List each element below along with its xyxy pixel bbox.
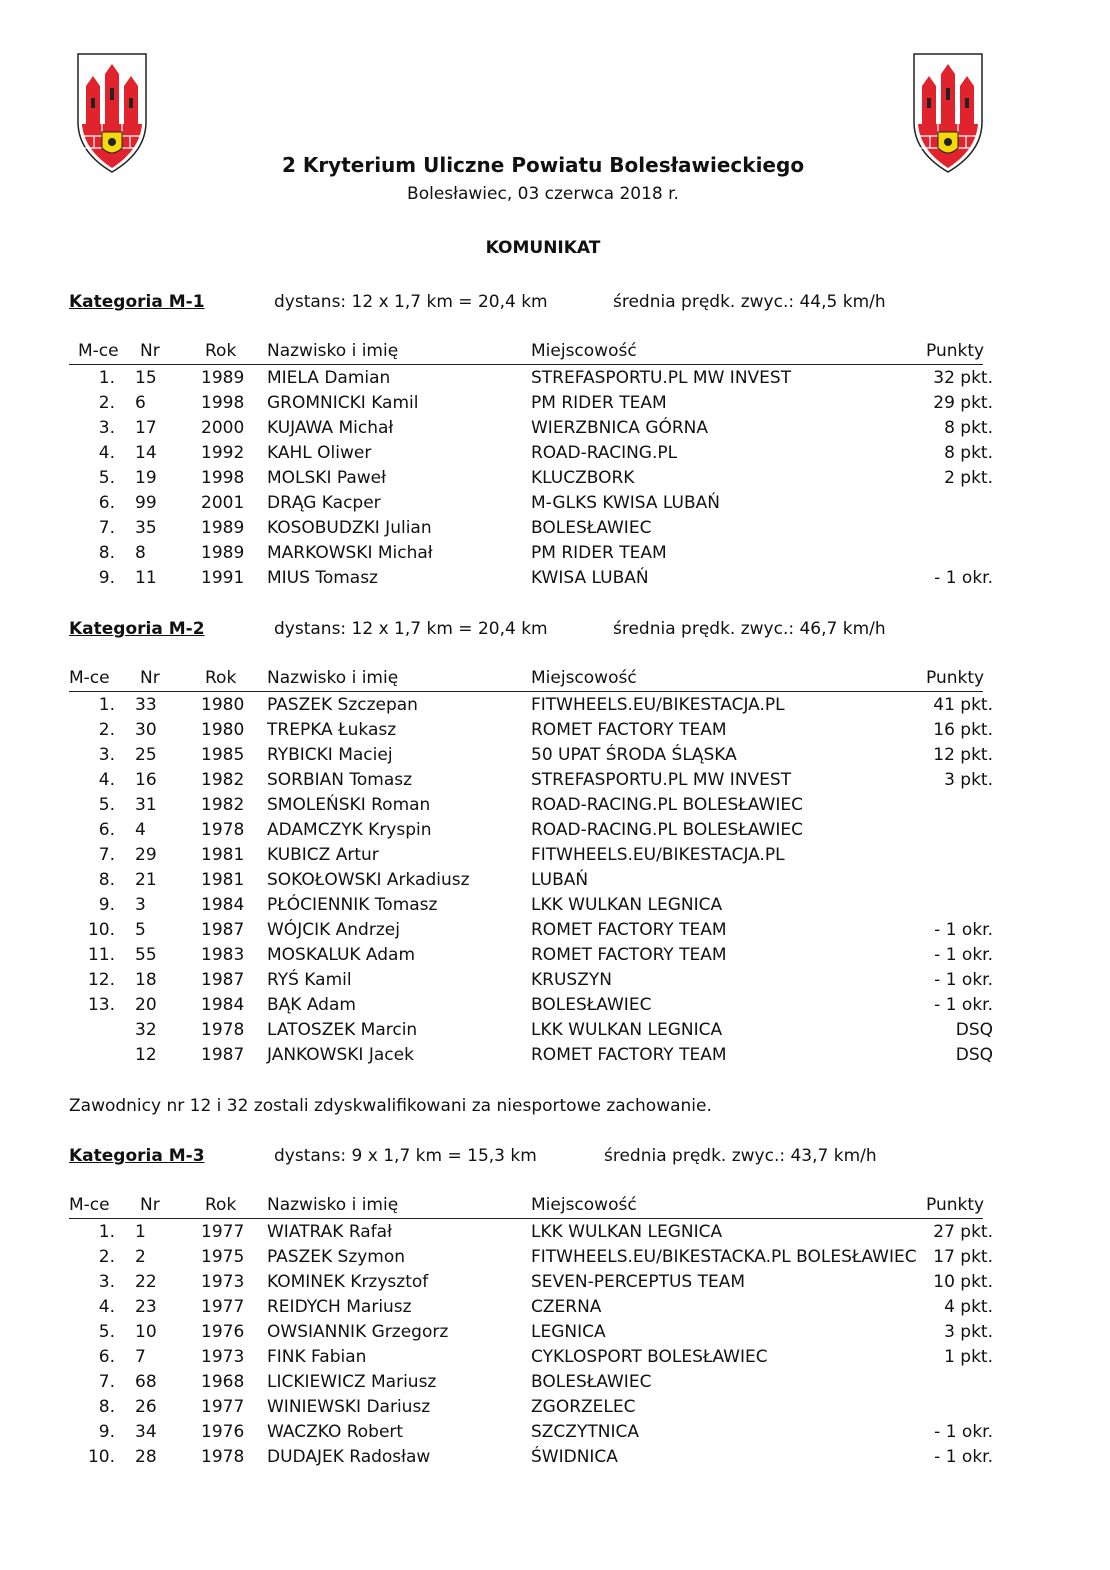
cell-rok: 1985 [201,745,245,765]
header-points: Punkty [926,1195,985,1215]
table-row [69,693,1029,718]
header-points: Punkty [926,341,985,361]
cell-nr: 14 [135,443,157,463]
category-winner-speed: średnia prędk. zwyc.: 43,7 km/h [604,1146,877,1166]
cell-points: 29 pkt. [933,393,993,413]
cell-rok: 1987 [201,920,245,940]
cell-name: MOLSKI Paweł [267,468,386,488]
cell-club: ROAD-RACING.PL BOLESŁAWIEC [531,795,803,815]
header-rok: Rok [205,668,237,688]
header-club: Miejscowość [531,341,637,361]
table-row [69,843,1029,868]
table-row [69,1018,1029,1043]
header-club: Miejscowość [531,1195,637,1215]
cell-name: TREPKA Łukasz [267,720,397,740]
table-row [69,1445,1029,1470]
cell-club: CZERNA [531,1297,602,1317]
document-subtitle: Bolesławiec, 03 czerwca 2018 r. [407,184,679,204]
cell-name: DUDAJEK Radosław [267,1447,431,1467]
header-place: M-ce [69,668,110,688]
cell-place: 9. [98,1422,115,1442]
cell-club: 50 UPAT ŚRODA ŚLĄSKA [531,745,737,765]
cell-place: 1. [98,368,115,388]
category-header [69,619,1029,643]
cell-club: ROAD-RACING.PL BOLESŁAWIEC [531,820,803,840]
header-name: Nazwisko i imię [267,1195,399,1215]
cell-nr: 17 [135,418,157,438]
cell-name: KOSOBUDZKI Julian [267,518,432,538]
cell-name: WACZKO Robert [267,1422,404,1442]
cell-name: MIELA Damian [267,368,391,388]
header-name: Nazwisko i imię [267,341,399,361]
table-row [69,968,1029,993]
cell-rok: 1976 [201,1322,245,1342]
cell-club: ŚWIDNICA [531,1447,618,1467]
cell-rok: 1977 [201,1222,245,1242]
cell-nr: 25 [135,745,157,765]
cell-rok: 1978 [201,1447,245,1467]
category-distance: dystans: 12 x 1,7 km = 20,4 km [274,292,548,312]
cell-rok: 1987 [201,970,245,990]
cell-name: FINK Fabian [267,1347,367,1367]
cell-name: SOKOŁOWSKI Arkadiusz [267,870,470,890]
cell-nr: 2 [135,1247,146,1267]
cell-rok: 1991 [201,568,245,588]
cell-rok: 1998 [201,468,245,488]
cell-club: KLUCZBORK [531,468,635,488]
table-row [69,466,1029,491]
cell-nr: 32 [135,1020,157,1040]
cell-nr: 33 [135,695,157,715]
category-distance: dystans: 12 x 1,7 km = 20,4 km [274,619,548,639]
cell-place: 5. [98,468,115,488]
cell-nr: 3 [135,895,146,915]
table-row [69,1345,1029,1370]
cell-rok: 1992 [201,443,245,463]
cell-name: KUJAWA Michał [267,418,394,438]
cell-club: KWISA LUBAŃ [531,568,649,588]
table-row [69,1245,1029,1270]
header-place: M-ce [78,341,119,361]
category-winner-speed: średnia prędk. zwyc.: 44,5 km/h [613,292,886,312]
cell-name: PASZEK Szymon [267,1247,406,1267]
cell-points: 12 pkt. [933,745,993,765]
category-header [69,1146,1029,1170]
cell-rok: 1981 [201,870,245,890]
cell-place: 11. [87,945,115,965]
cell-points: 1 pkt. [944,1347,993,1367]
table-row [69,1220,1029,1245]
cell-points: 17 pkt. [933,1247,993,1267]
header-rok: Rok [205,1195,237,1215]
cell-club: LKK WULKAN LEGNICA [531,895,723,915]
cell-rok: 1973 [201,1347,245,1367]
cell-rok: 1984 [201,895,245,915]
cell-club: BOLESŁAWIEC [531,1372,652,1392]
cell-name: PASZEK Szczepan [267,695,418,715]
cell-nr: 55 [135,945,157,965]
table-row [69,566,1029,591]
table-row [69,943,1029,968]
cell-club: ROMET FACTORY TEAM [531,720,727,740]
cell-rok: 1981 [201,845,245,865]
cell-rok: 1980 [201,720,245,740]
cell-place: 8. [98,1397,115,1417]
table-row [69,1270,1029,1295]
cell-points: 10 pkt. [933,1272,993,1292]
cell-name: LICKIEWICZ Mariusz [267,1372,437,1392]
category-section [69,619,1029,1068]
cell-points: 2 pkt. [944,468,993,488]
cell-place: 1. [98,695,115,715]
cell-place: 10. [87,920,115,940]
table-row [69,893,1029,918]
cell-points: DSQ [955,1020,993,1040]
cell-points: 16 pkt. [933,720,993,740]
cell-club: PM RIDER TEAM [531,393,667,413]
cell-nr: 8 [135,543,146,563]
header-club: Miejscowość [531,668,637,688]
cell-nr: 11 [135,568,157,588]
cell-name: KUBICZ Artur [267,845,379,865]
cell-points: - 1 okr. [934,945,993,965]
table-row [69,718,1029,743]
cell-nr: 30 [135,720,157,740]
cell-place: 4. [98,1297,115,1317]
cell-name: JANKOWSKI Jacek [267,1045,414,1065]
cell-name: KOMINEK Krzysztof [267,1272,429,1292]
cell-points: 8 pkt. [944,443,993,463]
table-row [69,1043,1029,1068]
cell-club: LKK WULKAN LEGNICA [531,1020,723,1040]
header-name: Nazwisko i imię [267,668,399,688]
cell-nr: 7 [135,1347,146,1367]
disqualification-note: Zawodnicy nr 12 i 32 zostali zdyskwalifikowani za niesportowe zachowanie. [69,1096,712,1116]
table-header [69,668,1029,693]
cell-nr: 35 [135,518,157,538]
table-row [69,391,1029,416]
header-nr: Nr [140,668,160,688]
table-row [69,918,1029,943]
category-distance: dystans: 9 x 1,7 km = 15,3 km [274,1146,537,1166]
cell-place: 2. [98,1247,115,1267]
cell-nr: 23 [135,1297,157,1317]
cell-rok: 2001 [201,493,245,513]
cell-nr: 20 [135,995,157,1015]
cell-name: PŁÓCIENNIK Tomasz [267,895,438,915]
cell-points: - 1 okr. [934,970,993,990]
cell-name: KAHL Oliwer [267,443,372,463]
cell-club: KRUSZYN [531,970,612,990]
cell-club: LKK WULKAN LEGNICA [531,1222,723,1242]
cell-rok: 1989 [201,543,245,563]
cell-points: - 1 okr. [934,568,993,588]
table-header [69,1195,1029,1220]
cell-rok: 1989 [201,518,245,538]
cell-points: 4 pkt. [944,1297,993,1317]
cell-club: LEGNICA [531,1322,606,1342]
header-nr: Nr [140,341,160,361]
cell-rok: 2000 [201,418,245,438]
cell-points: DSQ [955,1045,993,1065]
header-nr: Nr [140,1195,160,1215]
cell-club: ROMET FACTORY TEAM [531,920,727,940]
cell-points: 8 pkt. [944,418,993,438]
table-row [69,1370,1029,1395]
cell-club: PM RIDER TEAM [531,543,667,563]
cell-name: WÓJCIK Andrzej [267,920,400,940]
header-rok: Rok [205,341,237,361]
cell-place: 3. [98,1272,115,1292]
cell-points: - 1 okr. [934,1422,993,1442]
cell-place: 2. [98,720,115,740]
cell-name: REIDYCH Mariusz [267,1297,412,1317]
cell-nr: 15 [135,368,157,388]
cell-name: RYBICKI Maciej [267,745,393,765]
document-title: 2 Kryterium Uliczne Powiatu Bolesławieckiego [281,153,805,177]
category-header [69,292,1029,316]
cell-nr: 21 [135,870,157,890]
table-row [69,541,1029,566]
category-name: Kategoria M-1 [69,292,205,312]
table-row [69,416,1029,441]
category-name: Kategoria M-2 [69,619,205,639]
cell-rok: 1973 [201,1272,245,1292]
cell-points: - 1 okr. [934,920,993,940]
cell-nr: 18 [135,970,157,990]
cell-name: RYŚ Kamil [267,970,352,990]
cell-club: WIERZBNICA GÓRNA [531,418,709,438]
cell-rok: 1980 [201,695,245,715]
cell-place: 2. [98,393,115,413]
cell-nr: 1 [135,1222,146,1242]
table-header [69,341,1029,366]
cell-nr: 68 [135,1372,157,1392]
table-row [69,1420,1029,1445]
cell-place: 9. [98,568,115,588]
cell-nr: 12 [135,1045,157,1065]
cell-name: BĄK Adam [267,995,356,1015]
komunikat-heading: KOMUNIKAT [485,238,601,258]
cell-club: SZCZYTNICA [531,1422,639,1442]
cell-name: MIUS Tomasz [267,568,378,588]
cell-club: ZGORZELEC [531,1397,636,1417]
cell-name: SORBIAN Tomasz [267,770,413,790]
header-rule [69,364,983,365]
table-row [69,868,1029,893]
table-row [69,516,1029,541]
cell-rok: 1968 [201,1372,245,1392]
cell-nr: 22 [135,1272,157,1292]
cell-club: ROAD-RACING.PL [531,443,678,463]
cell-nr: 31 [135,795,157,815]
cell-rok: 1987 [201,1045,245,1065]
cell-nr: 19 [135,468,157,488]
cell-place: 1. [98,1222,115,1242]
cell-club: M-GLKS KWISA LUBAŃ [531,493,720,513]
header-rule [69,691,983,692]
cell-name: LATOSZEK Marcin [267,1020,418,1040]
cell-points: 41 pkt. [933,695,993,715]
cell-rok: 1989 [201,368,245,388]
cell-place: 12. [87,970,115,990]
table-row [69,1395,1029,1420]
cell-name: MOSKALUK Adam [267,945,416,965]
table-row [69,768,1029,793]
table-row [69,1295,1029,1320]
cell-nr: 16 [135,770,157,790]
cell-club: SEVEN-PERCEPTUS TEAM [531,1272,746,1292]
cell-place: 9. [98,895,115,915]
cell-name: WIATRAK Rafał [267,1222,392,1242]
cell-club: BOLESŁAWIEC [531,518,652,538]
cell-rok: 1982 [201,795,245,815]
cell-rok: 1982 [201,770,245,790]
cell-rok: 1977 [201,1397,245,1417]
cell-nr: 28 [135,1447,157,1467]
cell-rok: 1976 [201,1422,245,1442]
cell-points: 32 pkt. [933,368,993,388]
cell-nr: 10 [135,1322,157,1342]
cell-nr: 6 [135,393,146,413]
table-row [69,793,1029,818]
category-winner-speed: średnia prędk. zwyc.: 46,7 km/h [613,619,886,639]
cell-place: 10. [87,1447,115,1467]
cell-club: FITWHEELS.EU/BIKESTACJA.PL [531,695,785,715]
cell-nr: 99 [135,493,157,513]
cell-place: 6. [98,493,115,513]
cell-club: FITWHEELS.EU/BIKESTACJA.PL [531,845,785,865]
cell-rok: 1978 [201,820,245,840]
table-row [69,743,1029,768]
cell-club: CYKLOSPORT BOLESŁAWIEC [531,1347,768,1367]
cell-place: 6. [98,1347,115,1367]
cell-place: 7. [98,1372,115,1392]
cell-place: 13. [87,995,115,1015]
cell-name: ADAMCZYK Kryspin [267,820,432,840]
cell-place: 7. [98,845,115,865]
cell-place: 3. [98,418,115,438]
category-section [69,1146,1029,1470]
cell-club: STREFASPORTU.PL MW INVEST [531,770,792,790]
table-row [69,491,1029,516]
table-row [69,1320,1029,1345]
table-row [69,441,1029,466]
cell-nr: 4 [135,820,146,840]
cell-name: GROMNICKI Kamil [267,393,419,413]
header-points: Punkty [926,668,985,688]
cell-name: MARKOWSKI Michał [267,543,433,563]
cell-nr: 5 [135,920,146,940]
cell-place: 5. [98,795,115,815]
cell-nr: 34 [135,1422,157,1442]
cell-club: BOLESŁAWIEC [531,995,652,1015]
cell-points: - 1 okr. [934,995,993,1015]
cell-place: 8. [98,870,115,890]
cell-place: 8. [98,543,115,563]
cell-rok: 1977 [201,1297,245,1317]
header-place: M-ce [69,1195,110,1215]
cell-place: 7. [98,518,115,538]
cell-name: OWSIANNIK Grzegorz [267,1322,449,1342]
cell-rok: 1975 [201,1247,245,1267]
cell-club: ROMET FACTORY TEAM [531,945,727,965]
cell-rok: 1998 [201,393,245,413]
cell-points: 3 pkt. [944,1322,993,1342]
cell-name: WINIEWSKI Dariusz [267,1397,431,1417]
cell-rok: 1984 [201,995,245,1015]
cell-rok: 1978 [201,1020,245,1040]
cell-nr: 26 [135,1397,157,1417]
cell-club: LUBAŃ [531,870,589,890]
table-row [69,366,1029,391]
cell-points: 27 pkt. [933,1222,993,1242]
cell-nr: 29 [135,845,157,865]
cell-place: 3. [98,745,115,765]
cell-club: FITWHEELS.EU/BIKESTACKA.PL BOLESŁAWIEC [531,1247,917,1267]
cell-name: DRĄG Kacper [267,493,381,513]
category-section [69,292,1029,591]
cell-rok: 1983 [201,945,245,965]
cell-club: STREFASPORTU.PL MW INVEST [531,368,792,388]
cell-points: 3 pkt. [944,770,993,790]
cell-points: - 1 okr. [934,1447,993,1467]
category-name: Kategoria M-3 [69,1146,205,1166]
table-row [69,993,1029,1018]
cell-name: SMOLEŃSKI Roman [267,795,431,815]
cell-place: 4. [98,443,115,463]
header-rule [69,1218,983,1219]
cell-place: 5. [98,1322,115,1342]
cell-club: ROMET FACTORY TEAM [531,1045,727,1065]
cell-place: 6. [98,820,115,840]
table-row [69,818,1029,843]
cell-place: 4. [98,770,115,790]
